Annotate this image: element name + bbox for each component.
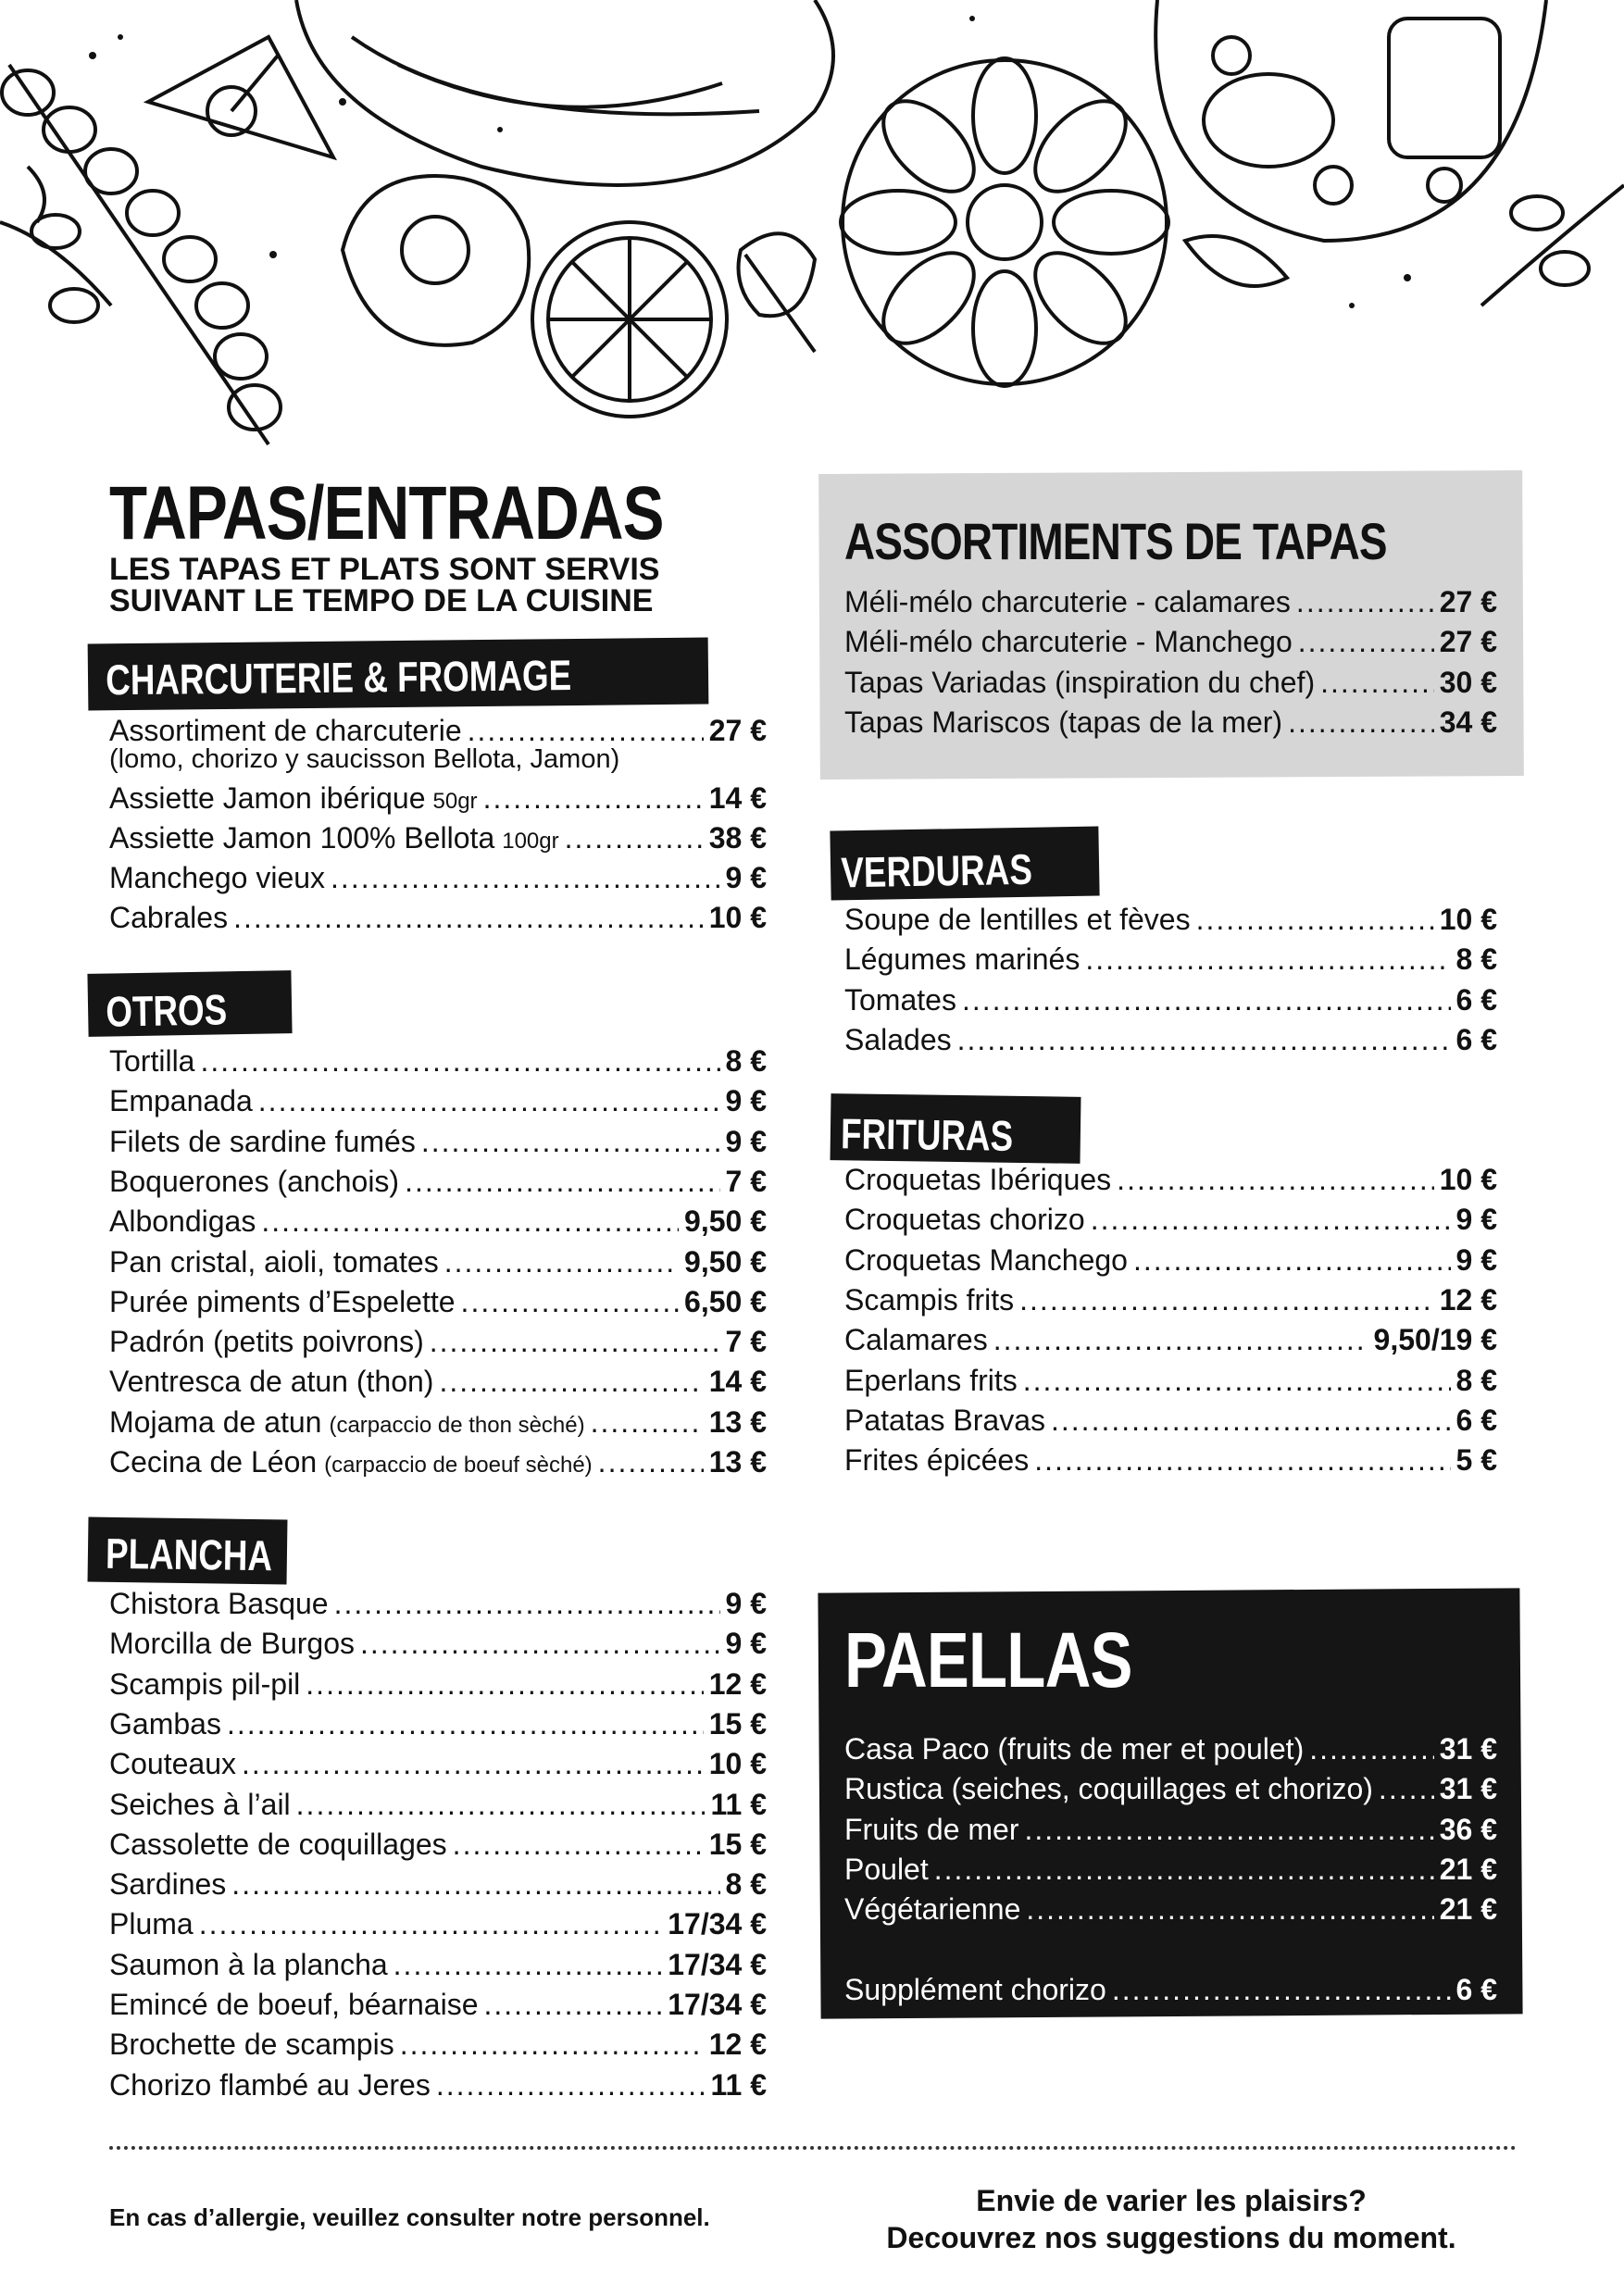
menu-item-name: Croquetas Ibériques <box>844 1163 1112 1196</box>
menu-item-name: Assiette Jamon 100% Bellota <box>109 821 495 855</box>
menu-item <box>844 982 1497 1017</box>
menu-item-price: 17/34 € <box>668 1988 767 2021</box>
menu-item-name: Rustica (seiches, coquillages et chorizo) <box>844 1772 1373 1806</box>
allergy-note: En cas d’allergie, veuillez consulter notre personnel. <box>109 2203 710 2231</box>
menu-item-price: 30 € <box>1439 665 1497 699</box>
menu-item-leader-dots <box>1320 668 1434 697</box>
leaf-icon <box>739 233 816 352</box>
menu-item-price: 13 € <box>708 1404 767 1439</box>
menu-item-price: 17/34 € <box>668 1907 767 1941</box>
menu-item <box>844 625 1497 659</box>
menu-item <box>109 1447 767 1477</box>
menu-item-leader-dots <box>1024 1815 1433 1844</box>
menu-item-leader-dots <box>483 783 704 813</box>
menu-item-price: 8 € <box>1455 942 1497 977</box>
menu-item <box>109 1867 767 1902</box>
menu-item-name: Fruits de mer <box>844 1812 1019 1846</box>
food-illustration-banner <box>0 0 1624 463</box>
menu-item-price: 31 € <box>1439 1772 1497 1806</box>
menu-item-name: Tortilla <box>109 1044 195 1078</box>
menu-item-leader-dots <box>430 1327 720 1356</box>
menu-item-name: Chistora Basque <box>109 1587 329 1620</box>
menu-item-price: 9 € <box>725 861 767 894</box>
menu-item-leader-dots <box>1019 1285 1434 1315</box>
menu-item-price: 9 € <box>725 1587 767 1620</box>
menu-item-leader-dots <box>242 1749 704 1778</box>
menu-item-leader-dots <box>1117 1165 1434 1194</box>
menu-item-leader-dots <box>1034 1445 1450 1475</box>
menu-item-leader-dots <box>1051 1405 1451 1435</box>
menu-item <box>109 1947 767 1981</box>
menu-item-price: 36 € <box>1439 1812 1497 1846</box>
bean-bowl-icon <box>1156 0 1546 241</box>
menu-item-leader-dots <box>1196 905 1434 934</box>
section-title-plancha: PLANCHA <box>105 1529 273 1580</box>
menu-item <box>109 1909 767 1939</box>
menu-item-name: Cassolette de coquillages <box>109 1827 447 1861</box>
menu-item-price: 6 € <box>1455 1022 1497 1056</box>
menu-item-name: Frites épicées <box>844 1443 1030 1478</box>
menu-item-price: 21 € <box>1439 1892 1497 1927</box>
assortiments-title: ASSORTIMENTS DE TAPAS <box>844 512 1387 570</box>
menu-item-price: 11 € <box>710 1787 767 1821</box>
menu-item-leader-dots <box>1026 1894 1433 1924</box>
menu-item <box>109 1706 767 1741</box>
olive-branch-right-icon <box>1185 185 1624 306</box>
promo-note <box>819 2182 1523 2256</box>
menu-item <box>109 2028 767 2062</box>
menu-item-name: Assiette Jamon ibérique <box>109 781 426 815</box>
menu-item-name: Morcilla de Burgos <box>109 1627 355 1661</box>
menu-item <box>109 903 767 932</box>
menu-item <box>109 1204 767 1239</box>
menu-item-name: Végétarienne <box>844 1892 1021 1927</box>
menu-item-leader-dots <box>1309 1734 1434 1764</box>
menu-item-leader-dots <box>453 1829 704 1859</box>
menu-item-name: Casa Paco (fruits de mer et poulet) <box>844 1732 1305 1766</box>
menu-item <box>109 1627 767 1661</box>
menu-item-leader-dots <box>957 1025 1451 1054</box>
menu-item-leader-dots <box>200 1046 719 1076</box>
menu-item-leader-dots <box>394 1950 663 1979</box>
promo-line-2: Decouvrez nos suggestions du moment. <box>886 2221 1456 2254</box>
menu-item <box>844 905 1497 934</box>
supplement-name: Supplément chorizo <box>844 1973 1106 2006</box>
menu-item-name: Filets de sardine fumés <box>109 1124 416 1158</box>
menu-item <box>109 716 767 745</box>
menu-item-price: 6 € <box>1455 1403 1497 1437</box>
menu-item-name: Tapas Mariscos (tapas de la mer) <box>844 705 1283 739</box>
menu-item-leader-dots <box>483 1990 662 2019</box>
menu-item-price: 11 € <box>710 2067 767 2102</box>
menu-item-name: Albondigas <box>109 1204 256 1239</box>
menu-item-leader-dots <box>227 1709 704 1739</box>
menu-item-name: Calamares <box>844 1323 988 1357</box>
menu-item <box>844 1734 1497 1764</box>
menu-item-price: 27 € <box>1439 625 1497 659</box>
menu-item-leader-dots <box>598 1447 704 1477</box>
menu-item-name: Salades <box>844 1022 952 1056</box>
menu-item <box>844 1443 1497 1478</box>
menu-item-name: Brochette de scampis <box>109 2028 394 2062</box>
menu-item-price: 9 € <box>725 1084 767 1118</box>
menu-item-leader-dots <box>962 985 1451 1015</box>
menu-item <box>844 587 1497 617</box>
menu-item-leader-dots <box>334 1589 720 1618</box>
menu-item <box>844 1165 1497 1194</box>
menu-item-price: 21 € <box>1439 1852 1497 1886</box>
menu-item <box>109 783 767 813</box>
cheese-wedge-icon <box>148 37 333 157</box>
menu-item-price: 9 € <box>725 1627 767 1661</box>
menu-item-name: Chorizo flambé au Jeres <box>109 2067 431 2102</box>
menu-item <box>109 1589 767 1618</box>
menu-item <box>844 1363 1497 1397</box>
page-title: TAPAS/ENTRADAS <box>109 471 664 555</box>
menu-item-price: 38 € <box>708 821 767 855</box>
olive-skewer-icon <box>2 65 281 444</box>
menu-item-name: Scampis frits <box>844 1282 1015 1316</box>
section-title-verduras: VERDURAS <box>840 844 1033 897</box>
paella-supplement <box>844 1975 1497 2004</box>
menu-item <box>844 1242 1497 1277</box>
menu-item-name: Tomates <box>844 982 956 1017</box>
meatball-icon <box>343 176 529 345</box>
menu-item-name: Pluma <box>109 1907 194 1941</box>
menu-item <box>109 2067 767 2102</box>
menu-item-name: Méli-mélo charcuterie - Manchego <box>844 625 1293 659</box>
menu-item <box>844 707 1497 737</box>
menu-item-leader-dots <box>231 1869 719 1899</box>
section-tag-otros <box>87 970 292 1037</box>
menu-item-price: 27 € <box>708 714 767 747</box>
menu-item-price: 9,50/19 € <box>1373 1323 1497 1357</box>
section-tag-verduras <box>830 826 1099 900</box>
supplement-leader-dots <box>1112 1975 1451 2004</box>
menu-item-price: 5 € <box>1455 1443 1497 1478</box>
menu-item-name: Patatas Bravas <box>844 1403 1045 1437</box>
supplement-price: 6 € <box>1455 1973 1497 2006</box>
menu-item-name: Pan cristal, aioli, tomates <box>109 1244 439 1279</box>
section-tag-charcuterie <box>88 637 709 710</box>
menu-item-leader-dots <box>1296 587 1434 617</box>
menu-item <box>844 1812 1497 1846</box>
menu-item-price: 10 € <box>708 1747 767 1781</box>
menu-item <box>844 665 1497 699</box>
footer-divider <box>109 2146 1517 2150</box>
menu-item-leader-dots <box>400 2029 704 2059</box>
menu-item <box>109 863 767 892</box>
menu-item-name: Seiches à l’ail <box>109 1787 291 1821</box>
menu-item-name: Couteaux <box>109 1747 236 1781</box>
menu-item-price: 15 € <box>708 1827 767 1861</box>
menu-item <box>109 1086 767 1116</box>
menu-item <box>109 1666 767 1701</box>
menu-item <box>109 1747 767 1781</box>
menu-item-price: 9,50 € <box>684 1244 767 1279</box>
menu-item-leader-dots <box>444 1247 679 1277</box>
menu-item-leader-dots <box>258 1086 720 1116</box>
menu-item-leader-dots <box>1023 1366 1451 1395</box>
menu-item-price: 12 € <box>708 1666 767 1701</box>
menu-item-price: 8 € <box>725 1044 767 1078</box>
menu-item-leader-dots <box>306 1669 703 1699</box>
menu-item-leader-dots <box>331 863 719 892</box>
menu-item-price: 17/34 € <box>668 1947 767 1981</box>
menu-item-price: 10 € <box>1439 903 1497 936</box>
subtitle-line-2: SUIVANT LE TEMPO DE LA CUISINE <box>109 583 654 618</box>
menu-item-name: Padrón (petits poivrons) <box>109 1325 424 1359</box>
menu-item-leader-dots <box>1133 1245 1451 1275</box>
menu-item-leader-dots <box>1288 707 1434 737</box>
menu-item-price: 7 € <box>725 1164 767 1198</box>
menu-item-price: 8 € <box>1455 1363 1497 1397</box>
menu-item <box>109 1244 767 1279</box>
menu-item-leader-dots <box>565 823 704 853</box>
menu-item <box>109 1829 767 1859</box>
menu-item-price: 31 € <box>1439 1732 1497 1766</box>
menu-item-price: 7 € <box>725 1325 767 1359</box>
menu-item-leader-dots <box>1379 1774 1434 1803</box>
menu-item-leader-dots <box>421 1127 720 1156</box>
menu-item-name: Boquerones (anchois) <box>109 1164 400 1198</box>
menu-item-name: Emincé de boeuf, béarnaise <box>109 1988 479 2021</box>
menu-item <box>844 1772 1497 1806</box>
menu-item-leader-dots <box>934 1854 1434 1884</box>
menu-item-leader-dots <box>468 716 704 745</box>
section-tag-plancha <box>88 1517 288 1585</box>
menu-item-price: 12 € <box>708 2028 767 2062</box>
menu-item-note: 50gr <box>432 789 478 814</box>
menu-item <box>844 1854 1497 1884</box>
menu-item-name: Purée piments d’Espelette <box>109 1284 456 1318</box>
menu-item-leader-dots <box>1091 1204 1451 1234</box>
menu-item-price: 10 € <box>1439 1163 1497 1196</box>
menu-item-note: 100gr <box>502 829 559 854</box>
menu-item-name: Poulet <box>844 1852 929 1886</box>
menu-item-name: Empanada <box>109 1084 253 1118</box>
menu-item-note: (carpaccio de thon sèché) <box>329 1412 585 1438</box>
menu-item-leader-dots <box>1298 627 1434 656</box>
section-title-charcuterie: CHARCUTERIE & FROMAGE <box>105 651 572 705</box>
menu-item <box>109 1325 767 1359</box>
menu-item <box>844 1282 1497 1316</box>
menu-item <box>109 1404 767 1439</box>
menu-item-price: 6 € <box>1455 982 1497 1017</box>
ham-icon <box>296 0 833 185</box>
menu-item-leader-dots <box>199 1909 663 1939</box>
croquetas-plate-icon <box>841 58 1168 386</box>
subtitle-line-1: LES TAPAS ET PLATS SONT SERVIS <box>109 552 660 587</box>
menu-item-leader-dots <box>405 1167 719 1196</box>
menu-item <box>109 1990 767 2019</box>
menu-item-name: Cabrales <box>109 901 229 934</box>
menu-item-leader-dots <box>993 1325 1368 1354</box>
menu-item-name: Manchego vieux <box>109 861 326 894</box>
menu-item-leader-dots <box>296 1790 706 1819</box>
menu-item <box>109 1124 767 1158</box>
menu-item-name: Assortiment de charcuterie <box>109 714 462 747</box>
menu-item <box>109 1365 767 1399</box>
section-title-otros: OTROS <box>105 985 228 1036</box>
menu-item-price: 12 € <box>1439 1282 1497 1316</box>
menu-item-name: Scampis pil-pil <box>109 1666 301 1701</box>
paellas-title: PAELLAS <box>844 1616 1132 1703</box>
menu-item-price: 10 € <box>708 901 767 934</box>
menu-item <box>844 1203 1497 1237</box>
orange-slice-icon <box>532 222 727 417</box>
menu-item-price: 9 € <box>1455 1242 1497 1277</box>
menu-item-name: Eperlans frits <box>844 1363 1018 1397</box>
menu-item-leader-dots <box>436 2070 706 2100</box>
menu-item-leader-dots <box>360 1628 720 1658</box>
menu-item <box>844 1022 1497 1056</box>
menu-item-price: 9,50 € <box>684 1204 767 1239</box>
menu-item-leader-dots <box>439 1366 703 1396</box>
menu-item-price: 13 € <box>708 1445 767 1479</box>
menu-item-price: 27 € <box>1439 585 1497 618</box>
menu-item-name: Soupe de lentilles et fèves <box>844 903 1191 936</box>
menu-item-leader-dots <box>591 1407 704 1437</box>
menu-item-leader-dots <box>461 1287 679 1316</box>
menu-item-name: Cecina de Léon <box>109 1445 318 1479</box>
menu-item-name: Légumes marinés <box>844 942 1081 977</box>
menu-item-name: Croquetas Manchego <box>844 1242 1128 1277</box>
menu-item-price: 34 € <box>1439 705 1497 739</box>
menu-item <box>109 1164 767 1198</box>
menu-item-name: Gambas <box>109 1706 221 1741</box>
menu-item-leader-dots <box>261 1206 679 1236</box>
assortiment-detail: (lomo, chorizo y saucisson Bellota, Jamon) <box>109 744 620 774</box>
section-title-frituras: FRITURAS <box>840 1109 1014 1160</box>
menu-item-name: Saumon à la plancha <box>109 1947 388 1981</box>
menu-item-note: (carpaccio de boeuf sèché) <box>324 1453 593 1478</box>
section-tag-frituras <box>831 1093 1081 1164</box>
menu-item-leader-dots <box>1085 944 1450 974</box>
menu-item-name: Ventresca de atun (thon) <box>109 1365 434 1399</box>
menu-item-name: Mojama de atun <box>109 1404 322 1439</box>
menu-item <box>109 823 767 853</box>
menu-item-price: 15 € <box>708 1706 767 1741</box>
menu-item <box>844 942 1497 977</box>
menu-item <box>844 1405 1497 1435</box>
menu-item-name: Méli-mélo charcuterie - calamares <box>844 585 1291 618</box>
menu-item-price: 14 € <box>708 1365 767 1399</box>
menu-item-price: 14 € <box>708 781 767 815</box>
menu-item <box>109 1046 767 1076</box>
menu-item <box>844 1323 1497 1357</box>
promo-line-1: Envie de varier les plaisirs? <box>976 2184 1367 2217</box>
menu-item-price: 9 € <box>725 1124 767 1158</box>
menu-item-name: Sardines <box>109 1867 227 1902</box>
menu-item-price: 8 € <box>725 1867 767 1902</box>
menu-item <box>844 1892 1497 1927</box>
menu-item <box>109 1787 767 1821</box>
menu-item-name: Tapas Variadas (inspiration du chef) <box>844 665 1316 699</box>
menu-item <box>109 1284 767 1318</box>
menu-item-price: 9 € <box>1455 1203 1497 1237</box>
page-subtitle <box>109 554 659 617</box>
menu-item-leader-dots <box>233 903 704 932</box>
menu-item-price: 6,50 € <box>684 1284 767 1318</box>
menu-item-name: Croquetas chorizo <box>844 1203 1085 1237</box>
